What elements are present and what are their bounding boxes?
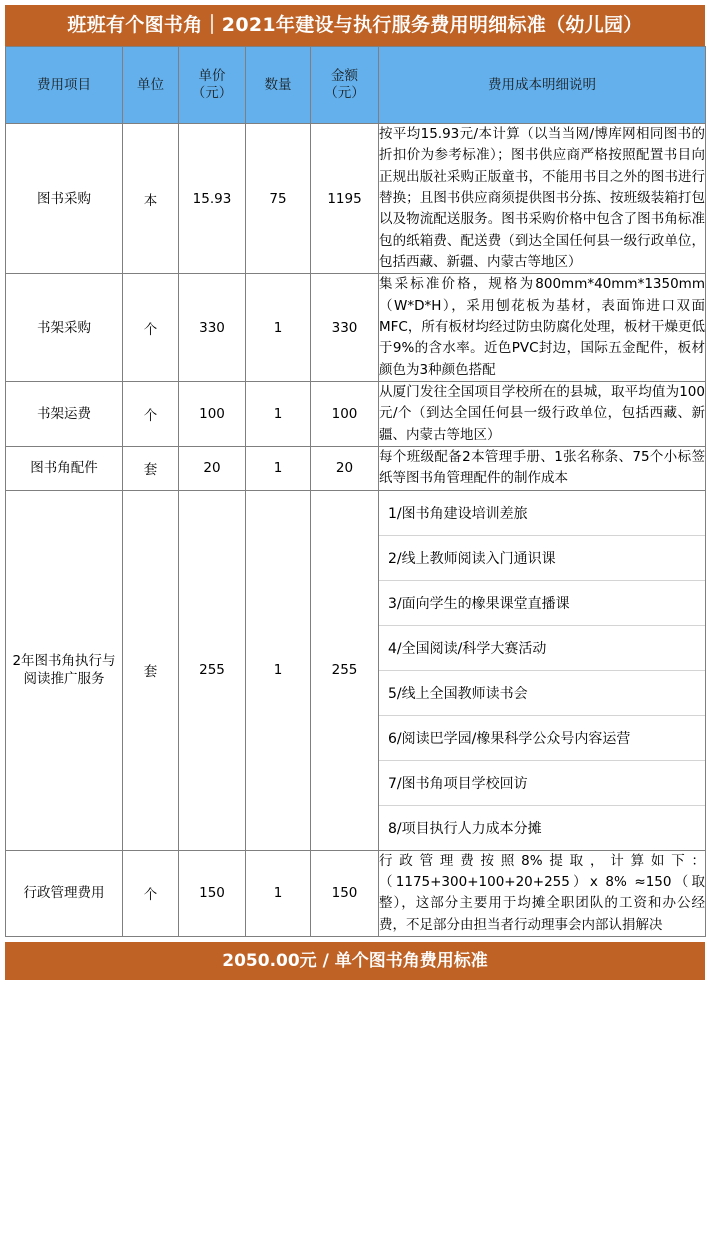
row-quantity: 1 bbox=[246, 850, 311, 936]
column-header-amount-line2: （元） bbox=[324, 85, 365, 101]
row-unit: 套 bbox=[123, 446, 179, 490]
list-item bbox=[379, 805, 705, 850]
row-unit-price: 330 bbox=[179, 274, 246, 382]
column-header-item: 费用项目 bbox=[6, 47, 123, 124]
list-item bbox=[379, 491, 705, 536]
row-unit-price: 255 bbox=[179, 490, 246, 850]
row-unit: 个 bbox=[123, 381, 179, 446]
row-item-name: 图书角配件 bbox=[6, 446, 123, 490]
row-unit: 套 bbox=[123, 490, 179, 850]
row-amount: 150 bbox=[311, 850, 379, 936]
sub-item-label: 5/线上全国教师读书会 bbox=[379, 670, 705, 715]
sub-item-label: 3/面向学生的橡果课堂直播课 bbox=[379, 580, 705, 625]
column-header-unit: 单位 bbox=[123, 47, 179, 124]
row-amount: 20 bbox=[311, 446, 379, 490]
row-unit: 本 bbox=[123, 124, 179, 274]
table-row bbox=[6, 850, 706, 936]
row-item-name: 2年图书角执行与阅读推广服务 bbox=[6, 490, 123, 850]
column-header-amount bbox=[311, 47, 379, 124]
column-header-unit-price-line2: （元） bbox=[191, 85, 233, 101]
column-header-unit-price bbox=[179, 47, 246, 124]
row-description bbox=[379, 490, 706, 850]
row-unit-price: 150 bbox=[179, 850, 246, 936]
sub-item-label: 2/线上教师阅读入门通识课 bbox=[379, 535, 705, 580]
table-row bbox=[6, 124, 706, 274]
list-item bbox=[379, 760, 705, 805]
sub-item-label: 7/图书角项目学校回访 bbox=[379, 760, 705, 805]
row-quantity: 1 bbox=[246, 446, 311, 490]
table-row bbox=[6, 490, 706, 850]
sub-item-label: 1/图书角建设培训差旅 bbox=[379, 491, 705, 536]
column-header-unit-price-line1: 单价 bbox=[198, 68, 226, 85]
row-unit: 个 bbox=[123, 850, 179, 936]
row-amount: 100 bbox=[311, 381, 379, 446]
list-item bbox=[379, 670, 705, 715]
row-item-name: 图书采购 bbox=[6, 124, 123, 274]
row-description: 行政管理费按照8%提取，计算如下：（1175+300+100+20+255）x 8% ≈150（取整），这部分主要用于均摊全职团队的工资和办公经费，不足部分由担当者行动理事会内部认捐解决 bbox=[379, 850, 706, 936]
row-description: 从厦门发往全国项目学校所在的县城，取平均值为100元/个（到达全国任何县一级行政单位，包括西藏、新疆、内蒙古等地区） bbox=[379, 381, 706, 446]
cost-breakdown-table bbox=[5, 46, 706, 937]
row-unit-price: 100 bbox=[179, 381, 246, 446]
sheet-title: 班班有个图书角｜2021年建设与执行服务费用明细标准（幼儿园） bbox=[5, 5, 705, 46]
row-amount: 330 bbox=[311, 274, 379, 382]
service-sub-item-list bbox=[379, 491, 705, 850]
row-quantity: 75 bbox=[246, 124, 311, 274]
table-row bbox=[6, 446, 706, 490]
list-item bbox=[379, 715, 705, 760]
row-item-name: 书架采购 bbox=[6, 274, 123, 382]
row-amount: 255 bbox=[311, 490, 379, 850]
row-item-name: 书架运费 bbox=[6, 381, 123, 446]
row-description: 集采标准价格，规格为800mm*40mm*1350mm（W*D*H），采用刨花板为基材，表面饰进口双面MFC，所有板材均经过防虫防腐化处理，板材干燥更低于9%的含水率。近色PVC封边，国际五金配件，板材颜色为3种颜色搭配 bbox=[379, 274, 706, 382]
list-item bbox=[379, 535, 705, 580]
row-unit: 个 bbox=[123, 274, 179, 382]
sub-item-label: 4/全国阅读/科学大赛活动 bbox=[379, 625, 705, 670]
row-quantity: 1 bbox=[246, 490, 311, 850]
list-item bbox=[379, 625, 705, 670]
row-unit-price: 15.93 bbox=[179, 124, 246, 274]
row-unit-price: 20 bbox=[179, 446, 246, 490]
row-description: 每个班级配备2本管理手册、1张名称条、75个小标签纸等图书角管理配件的制作成本 bbox=[379, 446, 706, 490]
column-header-description: 费用成本明细说明 bbox=[379, 47, 706, 124]
sub-item-label: 6/阅读巴学园/橡果科学公众号内容运营 bbox=[379, 715, 705, 760]
sub-item-label: 8/项目执行人力成本分摊 bbox=[388, 820, 542, 837]
row-description: 按平均15.93元/本计算（以当当网/博库网相同图书的折扣价为参考标准）；图书供应商严格按照配置书目向正规出版社采购正版童书，不能用书目之外的图书进行替换；且图书供应商须提供图书分拣、按班级装箱打包以及物流配送服务。图书采购价格中包含了图书角标准包的纸箱费、配送费（到达全国任何县一级行政单位，包括西藏、新疆、内蒙古等地区） bbox=[379, 124, 706, 274]
row-quantity: 1 bbox=[246, 381, 311, 446]
list-item bbox=[379, 580, 705, 625]
table-header-row bbox=[6, 47, 706, 124]
column-header-amount-line1: 金额 bbox=[331, 68, 358, 85]
column-header-quantity: 数量 bbox=[246, 47, 311, 124]
table-row bbox=[6, 274, 706, 382]
total-standard-footer: 2050.00元 / 单个图书角费用标准 bbox=[5, 942, 705, 980]
table-row bbox=[6, 381, 706, 446]
row-quantity: 1 bbox=[246, 274, 311, 382]
row-item-name: 行政管理费用 bbox=[6, 850, 123, 936]
row-amount: 1195 bbox=[311, 124, 379, 274]
